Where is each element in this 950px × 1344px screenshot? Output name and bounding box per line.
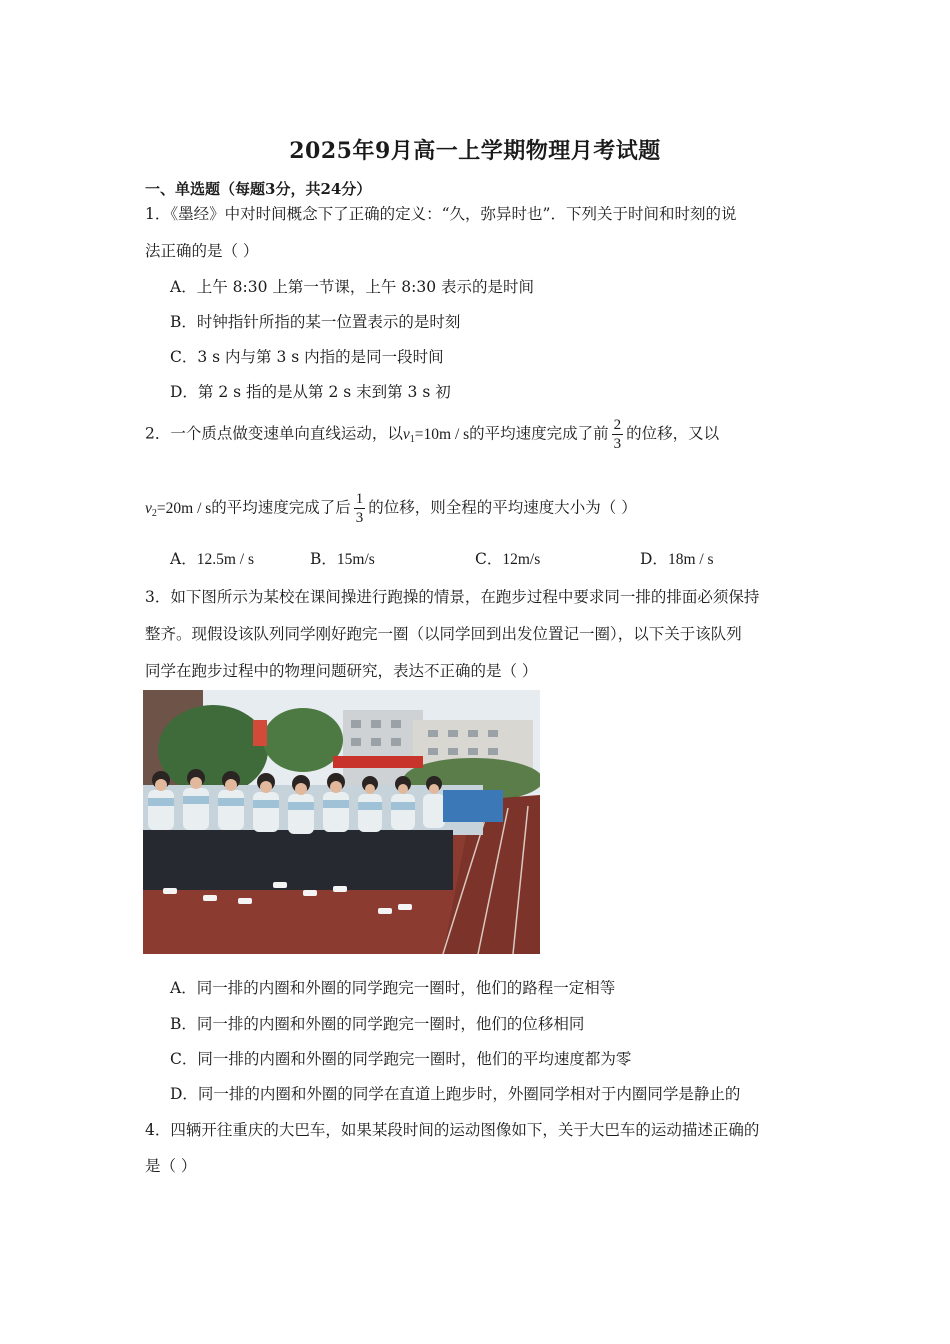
q1-option-d: D．第 2 s 指的是从第 2 s 末到第 3 s 初 <box>170 383 451 401</box>
q2-mid3: 的平均速度完成了后 <box>211 498 351 517</box>
q2-stem-line2 <box>145 490 637 527</box>
q2-option-a: A．12.5m / s <box>170 550 254 568</box>
q2-mid4: 的位移，则全程的平均速度大小为（ ） <box>368 498 637 517</box>
q4-stem-line2: 是（ ） <box>145 1157 197 1175</box>
section-heading-single-choice: 一、单选题（每题3分，共24分） <box>145 180 372 198</box>
q3-option-d: D．同一排的内圈和外圈的同学在直道上跑步时，外圈同学相对于内圈同学是静止的 <box>170 1085 741 1103</box>
q2-stem-line1 <box>145 416 719 453</box>
q3-option-c: C．同一排的内圈和外圈的同学跑完一圈时，他们的平均速度都为零 <box>170 1050 632 1068</box>
q3-option-a: A．同一排的内圈和外圈的同学跑完一圈时，他们的路程一定相等 <box>170 979 616 997</box>
running-exercise-photo <box>143 690 540 954</box>
q2-v2: $v_2=20m / s$ <box>145 499 212 519</box>
q3-stem-line3: 同学在跑步过程中的物理问题研究，表达不正确的是（ ） <box>145 662 538 680</box>
q2-option-d: D．18m / s <box>640 550 714 568</box>
q1-option-c: C．3 s 内与第 3 s 内指的是同一段时间 <box>170 348 444 366</box>
q2-fraction-one-third: $\frac{1}{3}$ <box>355 491 364 526</box>
q2-fraction-two-thirds: $\frac{2}{3}$ <box>613 417 622 452</box>
q4-stem-line1: 4．四辆开往重庆的大巴车，如果某段时间的运动图像如下，关于大巴车的运动描述正确的 <box>145 1121 760 1139</box>
q1-option-a: A．上午 8:30 上第一节课，上午 8:30 表示的是时间 <box>170 278 535 296</box>
page-title: 2025年9月高一上学期物理月考试题 <box>289 138 661 164</box>
q3-option-b: B．同一排的内圈和外圈的同学跑完一圈时，他们的位移相同 <box>170 1015 585 1033</box>
q1-option-b: B．时钟指针所指的某一位置表示的是时刻 <box>170 313 461 331</box>
q2-option-c: C．12m/s <box>475 550 541 568</box>
q2-prefix: 2．一个质点做变速单向直线运动，以 <box>145 424 403 443</box>
q1-stem-line2: 法正确的是（ ） <box>145 242 259 260</box>
q1-stem-line1: 1．《墨经》中对时间概念下了正确的定义：“久，弥异时也”．下列关于时间和时刻的说 <box>145 205 737 223</box>
q2-v1: $v_1=10m / s$ <box>402 425 470 445</box>
q2-mid2: 的位移，又以 <box>626 424 720 443</box>
q2-option-b: B．15m/s <box>310 550 375 568</box>
q2-mid1: 的平均速度完成了前 <box>469 424 609 443</box>
q3-stem-line1: 3．如下图所示为某校在课间操进行跑操的情景，在跑步过程中要求同一排的排面必须保持 <box>145 588 760 606</box>
q3-stem-line2: 整齐。现假设该队列同学刚好跑完一圈（以同学回到出发位置记一圈），以下关于该队列 <box>145 625 742 643</box>
